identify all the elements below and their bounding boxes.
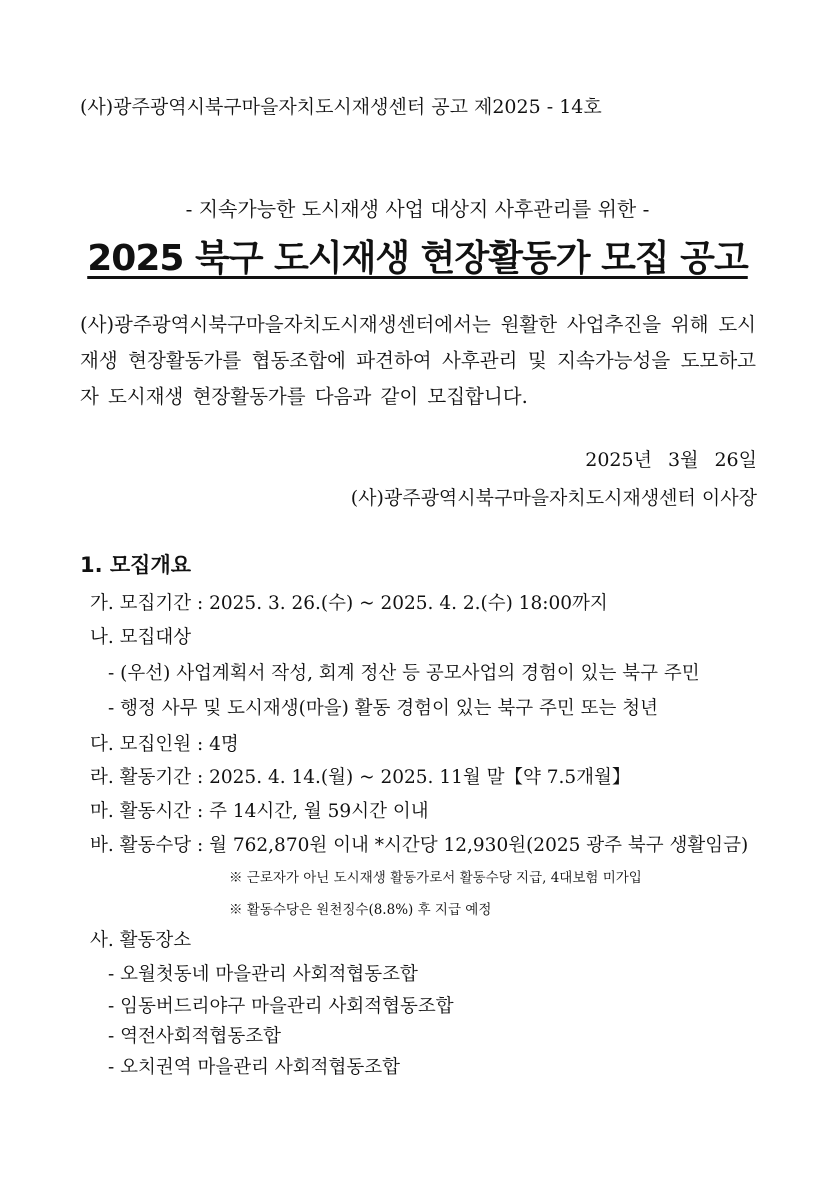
activity-location: 사. 활동장소 (90, 930, 192, 951)
activity-hours: 마. 활동시간 : 주 14시간, 월 59시간 이내 (90, 801, 429, 822)
subtitle: - 지속가능한 도시재생 사업 대상지 사후관리를 위한 - (185, 197, 650, 221)
allowance-note: ※ 활동수당은 원천징수(8.8%) 후 지급 예정 (229, 902, 492, 918)
list-item: - 행정 사무 및 도시재생(마을) 활동 경험이 있는 북구 주민 또는 청년 (108, 698, 659, 719)
recruit-target: 나. 모집대상 (90, 627, 192, 648)
notice-date: 2025년 3월 26일 (585, 449, 757, 471)
section-heading: 1. 모집개요 (80, 553, 192, 577)
page-title-wrapper (0, 230, 835, 281)
list-item: - 역전사회적협동조합 (108, 1026, 281, 1047)
recruit-headcount: 다. 모집인원 : 4명 (90, 734, 239, 755)
list-item: - (우선) 사업계획서 작성, 회계 정산 등 공모사업의 경험이 있는 북구 주민 (108, 663, 700, 684)
signer: (사)광주광역시북구마을자치도시재생센터 이사장 (350, 487, 757, 509)
activity-allowance: 바. 활동수당 : 월 762,870원 이내 *시간당 12,930원(2025 광주 북구 생활임금) (90, 835, 749, 856)
activity-period: 라. 활동기간 : 2025. 4. 14.(월) ~ 2025. 11월 말【약 7.5개월】 (90, 767, 631, 788)
list-item: - 임동버드리야구 마을관리 사회적협동조합 (108, 996, 454, 1017)
recruit-period: 가. 모집기간 : 2025. 3. 26.(수) ~ 2025. 4. 2.(수) 18:00까지 (90, 593, 608, 614)
list-item: - 오치권역 마을관리 사회적협동조합 (108, 1057, 400, 1078)
list-item: - 오월첫동네 마을관리 사회적협동조합 (108, 964, 418, 985)
notice-number: (사)광주광역시북구마을자치도시재생센터 공고 제2025 - 14호 (80, 96, 602, 118)
allowance-note: ※ 근로자가 아닌 도시재생 활동가로서 활동수당 지급, 4대보험 미가입 (229, 870, 642, 886)
intro-paragraph: (사)광주광역시북구마을자치도시재생센터에서는 원활한 사업추진을 위해 도시재생 현장활동가를 협동조합에 파견하여 사후관리 및 지속가능성을 도모하고자 도시재생 현장활동가를 다음과 같이 모집합니다. (80, 313, 756, 408)
page-title: 2025 북구 도시재생 현장활동가 모집 공고 (87, 238, 748, 279)
